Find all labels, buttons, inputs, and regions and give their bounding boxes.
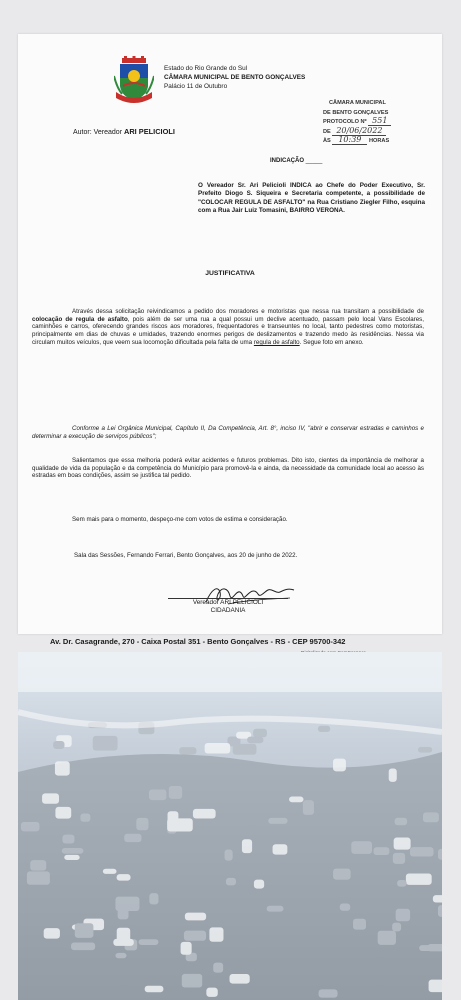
cobblestone (185, 913, 206, 921)
cobblestone (42, 793, 59, 803)
cobblestone (64, 855, 79, 860)
paragraph-request-text-b: , pois além de ser uma rua a qual possui um declive acentuado, passam pelo local Vans Escolares, caminhões e carros, oferecendo grandes riscos aos moradores, frequentadores e transeuntes no local, tanto pedestres como motoristas, principalmente em dias de chuvas e umidades, trazendo enormes perigos de deslizamentos e trazendo medo às residências. Nessa via circulam muitos veículos, que veem sua locomoção dificultada pela falta de uma (32, 315, 424, 346)
cobblestone (21, 822, 40, 831)
header-palace: Palácio 11 de Outubro (164, 83, 228, 90)
cobblestone (395, 818, 407, 825)
paragraph-request-underline: regula de asfalto (253, 338, 300, 346)
cobblestone (80, 813, 90, 821)
cobblestone (179, 747, 196, 754)
road-photo (18, 652, 442, 1000)
indicacao-label: INDICAÇÃO (270, 158, 304, 164)
stamp-time-row (323, 136, 423, 146)
paragraph-session-date: Sala das Sessões, Fernando Ferrari, Bento Gonçalves, aos 20 de junho de 2022. (74, 552, 298, 559)
cobblestone (393, 853, 405, 864)
paragraph-justification: Salientamos que essa melhoria poderá evitar acidentes e futuros problemas. Dito isto, cientes da importância de melhorar a qualidade de vida da população e da competência do Município para promovê-la e ainda, da necessidade da comunidade local ao acesso às estradas em boas condições, assim se justifica tal pedido. (32, 457, 424, 480)
cobblestone (27, 871, 50, 884)
paragraph-law: Conforme a Lei Orgânica Municipal, Capítulo II, Da Competência, Art. 8°, inciso IV, "abrir e conservar estradas e caminhos e determinar a execução de serviços públicos"; (32, 425, 424, 440)
cobblestone (303, 800, 314, 815)
cobblestone (53, 741, 64, 749)
stamp-hours-label: HORAS (368, 138, 390, 145)
stamp-date-label: DE (323, 128, 331, 135)
stamp-time-value: 10:39 (332, 135, 367, 145)
paragraph-request-text-a: Através dessa solicitação reivindicamos a pedido dos moradores e motoristas que nessa rua transitam a possibilidade de (72, 308, 424, 315)
cobblestone (117, 874, 131, 881)
paragraph-request (32, 308, 424, 347)
cobblestone (438, 905, 442, 917)
cobblestone (392, 923, 401, 932)
cobblestone (406, 874, 432, 885)
indication-summary: O Vereador Sr. Ari Pelicioli INDICA ao Chefe do Poder Executivo, Sr. Prefeito Diogo S. Siqueira e Secretaria competente, a possibilidade de "COLOCAR REGULA DE ASFALTO" na Rua Cristiano Ziegler Filho, esquina com a Rua Jair Luiz Tomasini, BAIRRO VERONA. (198, 182, 425, 215)
cobblestone (169, 786, 182, 799)
author-line (73, 127, 175, 136)
cobblestone (429, 980, 442, 992)
cobblestone (340, 903, 350, 910)
road-photo-image (18, 652, 442, 1000)
cobblestone (230, 974, 250, 984)
cobblestone (418, 747, 432, 753)
cobblestone (149, 893, 158, 904)
cobblestone (389, 768, 397, 781)
cobblestone (396, 909, 410, 921)
cobblestone (205, 743, 231, 754)
cobblestone (181, 942, 192, 955)
cobblestone (167, 818, 193, 831)
cobblestone (394, 838, 411, 850)
cobblestone (30, 860, 46, 870)
cobblestone (209, 927, 223, 941)
cobblestone (115, 953, 126, 958)
cobblestone (124, 834, 141, 842)
cobblestone (136, 818, 148, 830)
cobblestone (44, 928, 60, 939)
cobblestone (242, 839, 252, 853)
cobblestone (438, 849, 442, 860)
indicacao-blank: _____ (305, 158, 323, 164)
cobblestone (433, 895, 442, 902)
cobblestone (254, 880, 264, 889)
stamp-date-value: 20/06/2022 (332, 126, 386, 136)
cobblestone (149, 789, 166, 800)
cobblestone (226, 878, 236, 885)
cobblestone (193, 809, 216, 819)
cobblestone (423, 812, 439, 822)
paragraph-closing: Sem mais para o momento, despeço-me com votos de estima e consideração. (72, 516, 288, 523)
cobblestone (213, 963, 223, 973)
cobblestone (139, 939, 159, 945)
cobblestone (247, 737, 263, 744)
cobblestone (75, 923, 94, 938)
cobblestone (378, 931, 396, 945)
cobblestone (182, 974, 202, 988)
cobblestone (113, 939, 133, 946)
footer-address: Av. Dr. Casagrande, 270 - Caixa Postal 351 - Bento Gonçalves - RS - CEP 95700-342 (50, 637, 346, 646)
header-state: Estado do Rio Grande do Sul (164, 65, 248, 72)
author-name: ARI PELICIOLI (123, 127, 175, 136)
stamp-protocol-label: PROTOCOLO Nº (323, 119, 367, 126)
cobblestone (410, 847, 434, 856)
cobblestone (428, 944, 442, 951)
justificativa-title: JUSTIFICATIVA (205, 270, 255, 277)
cobblestone (289, 796, 303, 802)
cobblestone (103, 869, 117, 874)
cobblestone (115, 897, 139, 911)
cobblestone (333, 759, 346, 772)
paragraph-request-text-c: . Segue foto em anexo. (299, 338, 364, 346)
cobblestone (71, 943, 95, 951)
cobblestone (145, 986, 164, 992)
stamp-time-label: ÀS (323, 138, 331, 145)
paragraph-request-bold: colocação de regula de asfalto (32, 315, 128, 323)
cobblestone (273, 844, 288, 854)
cobblestone (184, 931, 206, 941)
signature-party: CIDADANIA (210, 607, 246, 614)
cobblestone (55, 761, 70, 775)
signature-block (138, 598, 318, 615)
cobblestone (62, 835, 74, 844)
cobblestone (225, 849, 233, 860)
cobblestone (397, 880, 407, 887)
municipal-crest-logo (114, 56, 154, 108)
author-label: Autor: Vereador (73, 129, 123, 136)
stamp-line2: DE BENTO GONÇALVES (323, 109, 389, 116)
header-chamber: CÂMARA MUNICIPAL DE BENTO GONÇALVES (164, 74, 306, 81)
cobblestone (333, 869, 350, 880)
cobblestone (353, 919, 366, 930)
cobblestone (267, 906, 284, 912)
protocol-stamp (323, 100, 423, 146)
cobblestone (206, 988, 217, 997)
cobblestone (351, 841, 372, 854)
document-page (18, 34, 442, 646)
stamp-line1: CÂMARA MUNICIPAL (329, 100, 386, 106)
signature-name: Vereador ARI PELICIOLI (192, 599, 264, 606)
cobblestone (253, 729, 267, 738)
cobblestone (268, 818, 287, 824)
cobblestone (93, 736, 118, 751)
cobblestone (55, 807, 71, 819)
cobblestone (319, 989, 338, 997)
cobblestone (62, 848, 84, 854)
cobblestone (373, 847, 389, 855)
stamp-protocol-value: 551 (368, 116, 391, 126)
cobblestone (318, 726, 330, 732)
indicacao-line (270, 158, 322, 164)
